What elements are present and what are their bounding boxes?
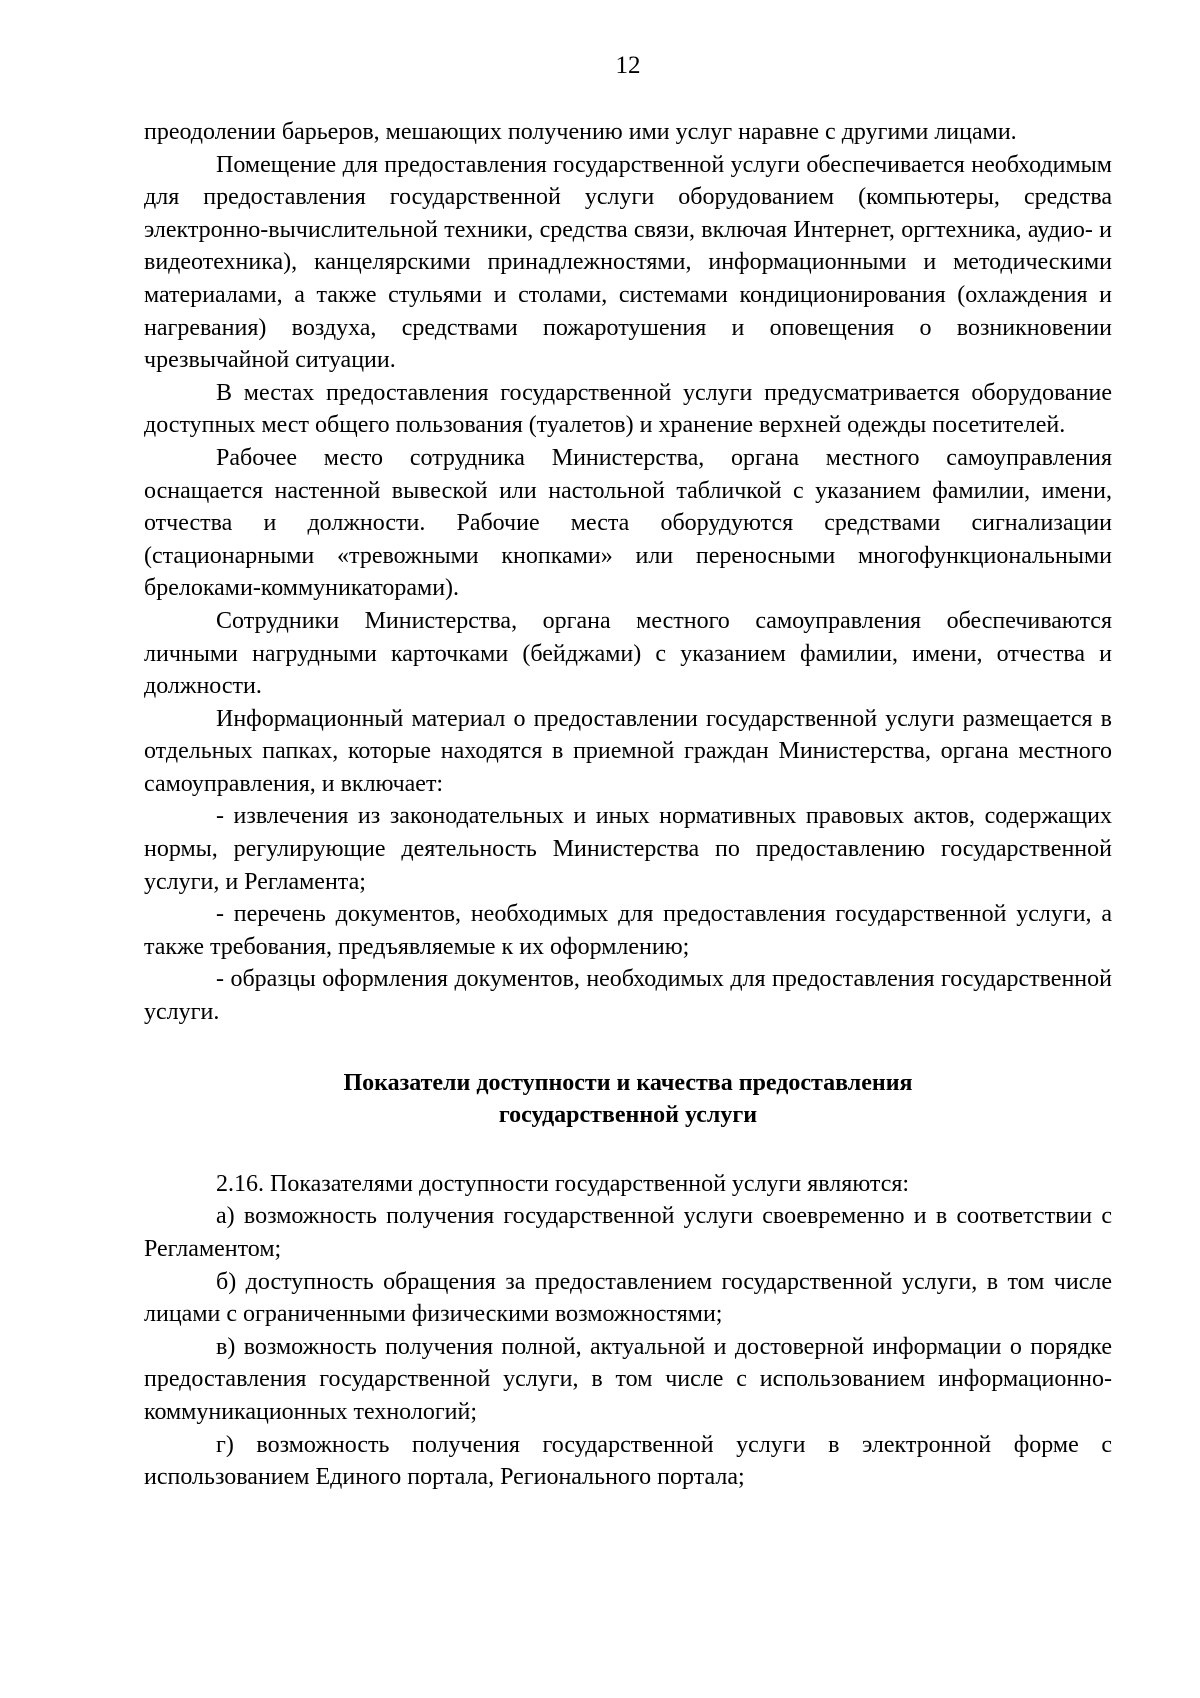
paragraph-2-16-intro: 2.16. Показателями доступности государственной услуги являются:	[216, 1170, 910, 1197]
list-item-b: б) доступность обращения за предоставлением государственной услуги, в том числе лицами с ограниченными физическими возможностями;	[144, 1268, 1112, 1328]
list-item-g: г) возможность получения государственной услуги в электронной форме с использованием Единого портала, Регионального портала;	[144, 1431, 1112, 1491]
paragraph-staff-badges: Сотрудники Министерства, органа местного самоуправления обеспечиваются личными нагрудными карточками (бейджами) с указанием фамилии, имени, отчества и должности.	[144, 607, 1112, 700]
document-body	[144, 116, 1112, 1494]
paragraph-public-facilities: В местах предоставления государственной услуги предусматривается оборудование доступных мест общего пользования (туалетов) и хранение верхней одежды посетителей.	[144, 379, 1112, 439]
paragraph-continuation: преодолении барьеров, мешающих получению ими услуг наравне с другими лицами.	[144, 119, 1017, 145]
list-item-document-samples: - образцы оформления документов, необходимых для предоставления государственной услуги.	[144, 966, 1112, 1026]
section-heading-line-2: государственной услуги	[498, 1102, 758, 1129]
document-page	[144, 0, 1112, 1698]
paragraph-info-material: Информационный материал о предоставлении государственной услуги размещается в отдельных папках, которые находятся в приемной граждан Министерства, органа местного самоуправления, и включает:	[144, 705, 1112, 797]
section-heading-line-1: Показатели доступности и качества предоставления	[343, 1069, 913, 1096]
list-item-document-list: - перечень документов, необходимых для предоставления государственной услуги, а также требования, предъявляемые к их оформлению;	[144, 901, 1112, 960]
list-item-legal-extracts: - извлечения из законодательных и иных нормативных правовых актов, содержащих нормы, регулирующие деятельность Министерства по предоставлению государственной услуги, и Регламента;	[144, 803, 1112, 895]
page-number: 12	[615, 52, 641, 79]
list-item-v: в) возможность получения полной, актуальной и достоверной информации о порядке предоставления государственной услуги, в том числе с использованием информационно-коммуникационных технологий;	[144, 1333, 1112, 1425]
section-heading	[144, 1067, 1112, 1132]
paragraph-premises-equipment: Помещение для предоставления государственной услуги обеспечивается необходимым для предоставления государственной услуги оборудованием (компьютеры, средства электронно-вычислительной техники, средства связи, включая Интернет, оргтехника, аудио- и видеотехника), канцелярскими принадлежностями, информационными и методическими материалами, а также стульями и столами, системами кондиционирования (охлаждения и нагревания) воздуха, средствами пожаротушения и оповещения о возникновении чрезвычайной ситуации.	[144, 151, 1112, 374]
paragraph-workplace: Рабочее место сотрудника Министерства, органа местного самоуправления оснащается настенной вывеской или настольной табличкой с указанием фамилии, имени, отчества и должности. Рабочие места оборудуются средствами сигнализации (стационарными «тревожными кнопками» или переносными многофункциональными брелоками-коммуникаторами).	[144, 444, 1112, 602]
list-item-a: а) возможность получения государственной услуги своевременно и в соответствии с Регламентом;	[144, 1203, 1112, 1262]
